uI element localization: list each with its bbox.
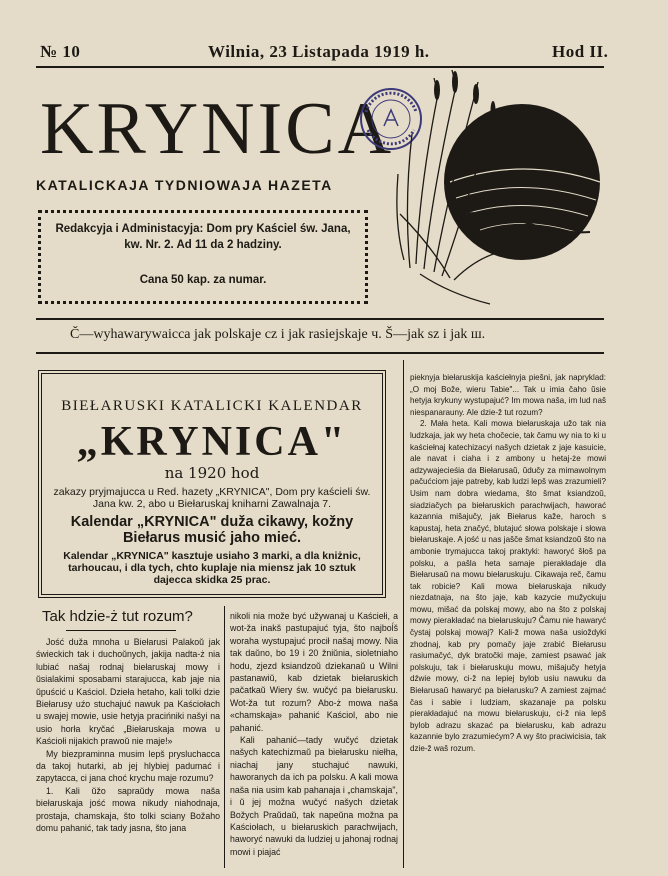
- ad-orders: zakazy pryjmajucca u Red. hazety „KRYNICA", Dom pry kaścieli św. Jana kw. 2, abo u Biełaruskaj kniharni Zawalnaja 7.: [53, 486, 371, 510]
- ad-title: „KRYNICA": [76, 419, 348, 465]
- issue-price: Cana 50 kap. za numar.: [139, 274, 267, 286]
- heading-underline: [66, 630, 176, 631]
- spring-illustration-icon: [390, 64, 608, 310]
- pronunciation-note: Č—wyhawarywaicca jak polskaje cz i jak rasiejskaje ч. Š—jak sz i jak ш.: [70, 327, 486, 342]
- issue-date: Wilnia, 23 Listapada 1919 h.: [208, 42, 430, 61]
- issue-number: № 10: [40, 42, 81, 61]
- article-column-1: [36, 636, 220, 835]
- article-paragraph: nikoli nia može być užywanaj u Kaściełi, a wot-ža inakš pastupajuć tyja, što najboĺš woraha wystupajuć procił našaj mowy. Nia tak daŭno, bo 19 i 20 žniŭnia, sioletniaho hodu, zjezd ksiandzoŭ dziekanaŭ u Wilni pastanawiŭ, kab dzietak biełaruskich pačatkaŭ Wiery św. wučyć pa biełarusku. Wot-ža tut rozum? Abo-ż mowa naša «chamskaja» pahanić Kaściol, abo nie pahanić.: [230, 611, 398, 733]
- article-column-3: [410, 372, 606, 755]
- calendar-advertisement: [38, 370, 386, 598]
- administration-box: [38, 210, 368, 304]
- ad-heading: BIEŁARUSKI KATALICKI KALENDAR: [61, 398, 363, 414]
- admin-hours: kw. Nr. 2. Ad 11 da 2 hadziny.: [124, 239, 282, 251]
- article-column-2: [230, 610, 398, 858]
- bottom-rule: [36, 352, 604, 354]
- newspaper-title: KRYNICA: [40, 88, 395, 170]
- article-paragraph: My biezpraminna musim lepš prysluchacca da takoj hutarki, ab jej hlybiej padumać i zapytacca, ci jana choć krychu maje rozumu?: [36, 748, 220, 784]
- admin-address: Redakcyja i Administacyja: Dom pry Kaściel św. Jana,: [55, 223, 351, 235]
- article-paragraph: 1. Kali ŭžo sapraŭdy mowa naša biełaruskaja jość mowa nikudy niahodnaja, prostaja, chamskaja, što tolki sciany Božaho domu pahanić, tak tady jasna, što jana: [36, 785, 220, 834]
- article-heading: Tak hdzie-ż tut rozum?: [42, 608, 193, 625]
- article-paragraph: Jość duža mnoha u Biełarusi Palakoŭ jak świeckich tak i duchoŭnych, jakija nadta-ż nia lubiać našaj rodnaj biełaruskaj mowy i ŭsialakimi sposabami starajucca, kab jaje nia ŭpuścić u Kaściol. Dzieła hetaho, kali tolki dzie Biełarusy uźo stuchajuć nawuk pa Kaściołach u swajej mowie, usie hetyja pracińniki našyi na usio horła kryčać „Biełaruskaja mowa u Kaściołi nijakich prawoŭ nie maje!»: [36, 637, 220, 747]
- column-divider: [224, 606, 225, 868]
- ad-pricing: Kalendar „KRYNICA" kasztuje usiaho 3 marki, a dla kniżnic, tarhoucau, i dla tych, chto kuplaje nia miensz jak 10 sztuk dajecca skidka 25 prac.: [63, 550, 361, 586]
- newspaper-subtitle: KATALICKAJA TYDNIOWAJA HAZETA: [36, 177, 333, 193]
- issue-year: Hod II.: [552, 42, 609, 61]
- article-paragraph: Kali pahanić—tady wučyć dzietak našych katechizmaŭ pa biełarusku niełha, niachaj jany stuchajuć nawuki, haworanych da ich pa polsku. A kali mowa naša nia usim kab pahanaja i „chamskaja", i ŭ jej možna wučyć našych dzietak Božych Praŭdaŭ, tak napeŭna možna pa Kaściołach, u biełaruskich parachwijach, haworyć nawuki da ludziej u jahonaj rodnaj mowi i piajać: [230, 735, 398, 857]
- ad-year: na 1920 hod: [164, 464, 260, 482]
- top-rule: [36, 318, 604, 320]
- ad-slogan: Kalendar „KRYNICA" duža cikawy, kožny Biełarus musić jaho mieć.: [70, 514, 354, 546]
- column-divider: [403, 360, 404, 868]
- article-paragraph: 2. Mała heta. Kali mowa biełaruskaja užo tak nia ludzkaja, jak wy heta chočecie, tak čamu wy nia to ki u kaściełnaj katechizacyi našych dzietak z jaje kasuicie, ale navat i ciaha i z ambony u hetaj-że mowi adzywajecieśia da Biełarusaŭ, ŭdučy za mimawolnym pačućciom jaje patreby, kab ludzi lepš was zrazumieli? Usim nam dobra wiedama, što šmat ksiandzoŭ, siadziačych pa biełaruskich parachwijach, haworać kazannia mišajučy, jak Biełarus kaže, haroch s kapustaj, heta značyć, blutajuć słowa polskaje i słowa biełaruskaje. A jość u nas jašče šmat ksiandzoŭ što na ambonie trymajucca takoj praktyki: haworyć šłoš pa polsku, a pašla heta samaje pierakładaje dla Biełarusaŭ na mowu biełaruskuju. Cikawaja reč, čamu tak robicie? Kali mowa biełaruskaja nikudy niezdatnaja, na što jaje, kab kazycie mužyckuju mowu, mišać da polskaj mowy, abo na što z polskaj mowy pierakładać na biełaruskuju? Čamu nie hawaryć čystaj polskaj mowaj? Kali-ž mowa naša usioždyki zhodnaj, kab pry pomačy jaje zrabić Biełarusu rasiumačyć, dyk bratočki maje, zamiest psawać jak polskuju, tak i biełaruskuju mowu, mišajučy hetyja dźwie mowy, ci-ž na lepiej bylob usiu nawuku da Biełarusaŭ hawaryć pa biełarusku? A zamiest zajmać čas i sabie i ludziam, skazanaje pa polsku pierakładajuć na mowu biełaruskuju, ci-ž nia lepš bylob adrazu skazać pa biełarusku, kab adrazu kazannie bylo zrazumiećym? A wy što praciwicisia, tak dzie-ž waš rozum.: [410, 419, 606, 753]
- article-paragraph: pieknyja biełaruskija kaściełnyja piešni, jak napryklad: „O moj Bože, wieru Tabie"... Tak u imia čaho ŭsie hetyja krykuny wystupajuć? Im mowa naša, im lud naš niespanarauny. Ale dzie-ž tut rozum?: [410, 373, 606, 417]
